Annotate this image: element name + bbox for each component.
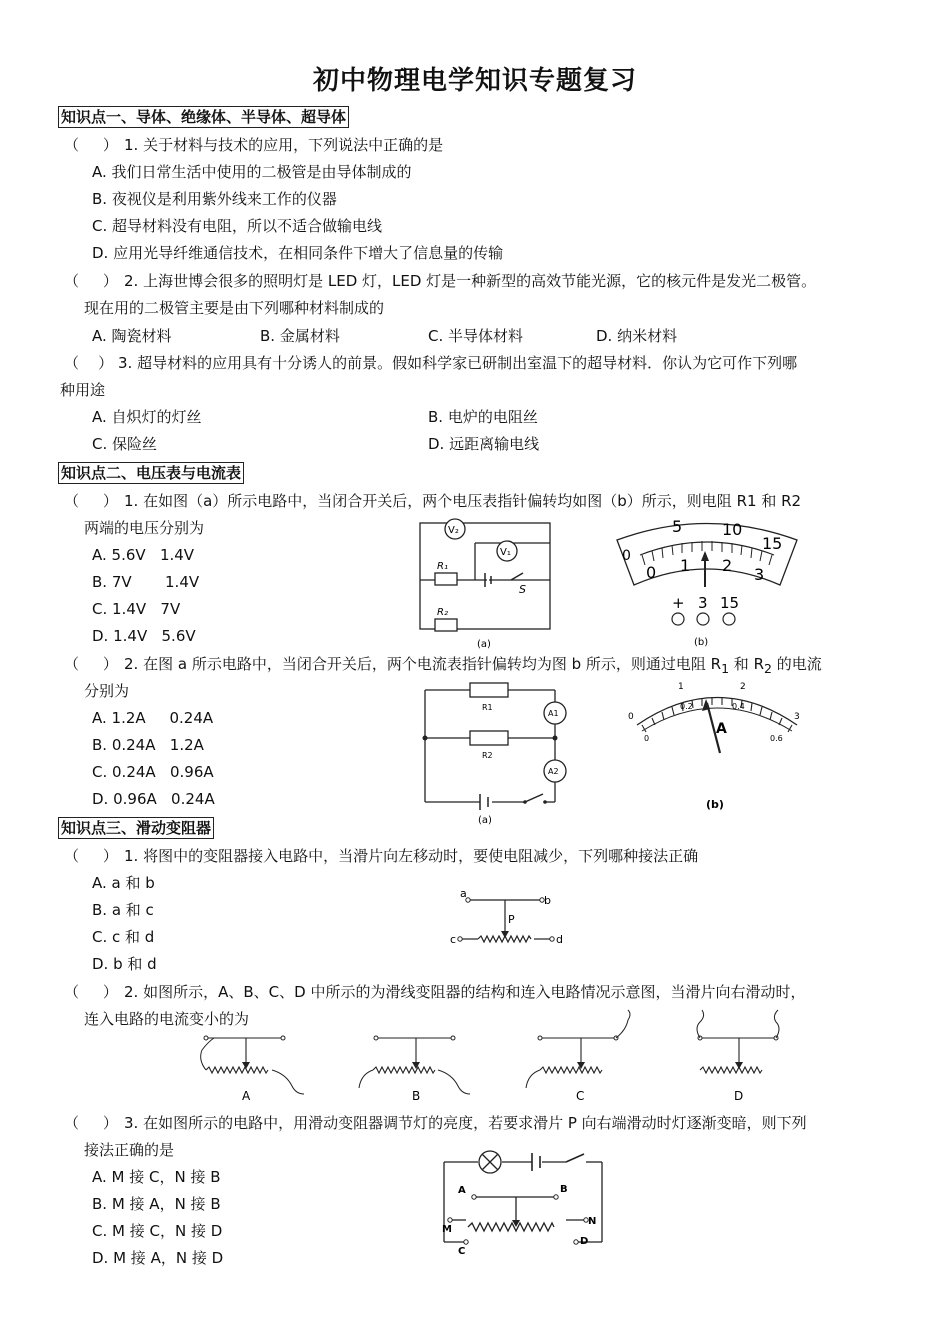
ammeter-circuit-figure <box>420 680 580 825</box>
question-stem: 将图中的变阻器接入电路中，当滑片向左移动时，要使电阻减少，下列哪种接法正确 <box>143 847 699 865</box>
terminal-d: d <box>556 933 563 946</box>
question-stem: 如图所示，A、B、C、D 中所示的为滑线变阻器的结构和连入电路情况示意图，当滑片向右滑动时， <box>143 983 806 1001</box>
question-stem: 超导材料的应用具有十分诱人的前景。假如科学家已研制出室温下的超导材料．你认为它可作下列哪 <box>137 354 798 372</box>
section-heading-2: 知识点二、电压表与电流表 <box>58 462 244 484</box>
figure-caption: (a) <box>477 639 491 650</box>
r1-label: R1 <box>482 703 493 712</box>
terminal-c: c <box>450 933 457 946</box>
label-c: C <box>576 1089 585 1103</box>
dial-bottom-scale: 0 <box>644 734 650 743</box>
question-1-3 <box>64 352 797 374</box>
dial-bottom-scale: 0 <box>646 563 657 582</box>
paren-open: （ <box>64 1114 80 1132</box>
dial-top-scale: 10 <box>722 520 743 539</box>
rheostat-figure <box>448 885 573 950</box>
paren-close: ） <box>102 983 118 1001</box>
option: B. 金属材料 <box>260 327 340 345</box>
question-stem-cont: 连入电路的电流变小的为 <box>84 1010 250 1028</box>
switch-label: S <box>519 583 526 596</box>
option: A. 我们日常生活中使用的二极管是由导体制成的 <box>92 163 412 181</box>
a1-label: A1 <box>548 709 559 718</box>
option: A. 自炽灯的灯丝 <box>92 408 202 426</box>
paren-open: （ <box>64 272 80 290</box>
terminal-c: C <box>458 1246 466 1257</box>
dial-bottom-scale: 3 <box>754 565 765 584</box>
option: B. M 接 A，N 接 B <box>92 1195 221 1213</box>
question-2-1 <box>64 490 801 512</box>
dial-unit: A <box>716 721 727 737</box>
rheostat-b <box>359 1036 470 1103</box>
question-1-1 <box>64 134 443 156</box>
terminal-label: 15 <box>720 594 740 612</box>
question-stem-cont: 种用途 <box>60 381 106 399</box>
question-number: 1. <box>124 847 139 865</box>
r2-label: R2 <box>482 751 493 760</box>
option: B. 夜视仪是利用紫外线来工作的仪器 <box>92 190 337 208</box>
option: B. 电炉的电阻丝 <box>428 408 538 426</box>
option: D. 应用光导纤维通信技术，在相同条件下增大了信息量的传输 <box>92 244 504 262</box>
page-title: 初中物理电学知识专题复习 <box>312 66 637 96</box>
paren-close: ） <box>102 136 118 154</box>
dial-bottom-scale: 0.2 <box>680 702 693 711</box>
voltmeter-circuit-figure <box>415 515 555 650</box>
option: C. M 接 C，N 接 D <box>92 1222 223 1240</box>
voltmeter-dial-figure <box>612 515 802 650</box>
paren-open: （ <box>64 983 80 1001</box>
option: A. 陶瓷材料 <box>92 327 172 345</box>
option: D. 纳米材料 <box>596 327 678 345</box>
paren-open: （ <box>64 354 80 372</box>
label-b: B <box>412 1089 421 1103</box>
question-stem-cont: 分别为 <box>84 682 130 700</box>
question-stem: 在如图（a）所示电路中，当闭合开关后，两个电压表指针偏转均如图（b）所示，则电阻 R1 和 R2 <box>143 492 802 510</box>
question-number: 2. <box>124 983 139 1001</box>
paren-close: ） <box>102 272 118 290</box>
label-a: A <box>242 1089 251 1103</box>
paren-close: ） <box>102 655 118 673</box>
dial-bottom-scale: 2 <box>722 556 733 575</box>
option: B. 7V 1.4V <box>92 573 200 591</box>
question-3-2 <box>64 981 805 1003</box>
r2-label: R₂ <box>437 607 448 618</box>
paren-open: （ <box>64 492 80 510</box>
slider-p: P <box>508 913 515 926</box>
terminal-label: 3 <box>698 594 708 612</box>
question-number: 3. <box>124 1114 139 1132</box>
paren-open: （ <box>64 136 80 154</box>
v1-label: V₁ <box>500 547 511 558</box>
question-stem: 在图 a 所示电路中，当闭合开关后，两个电流表指针偏转均为图 b 所示，则通过电阻 $R_1$ 和 $R_2$ 的电流 <box>143 655 822 676</box>
figure-caption: (b) <box>706 798 724 811</box>
paren-close: ） <box>102 492 118 510</box>
a2-label: A2 <box>548 767 559 776</box>
option: D. b 和 d <box>92 955 157 973</box>
option: B. a 和 c <box>92 901 154 919</box>
paren-open: （ <box>64 655 80 673</box>
question-stem: 在如图所示的电路中，用滑动变阻器调节灯的亮度，若要求滑片 P 向右端滑动时灯逐渐变暗，则下列 <box>143 1114 807 1132</box>
ammeter-dial-figure <box>622 675 812 820</box>
question-number: 1. <box>124 136 139 154</box>
option: A. 1.2A 0.24A <box>92 709 214 727</box>
question-number: 1. <box>124 492 139 510</box>
question-3-3 <box>64 1112 807 1134</box>
terminal-b: B <box>560 1184 568 1195</box>
question-stem: 上海世博会很多的照明灯是 LED 灯，LED 灯是一种新型的高效节能光源，它的核元件是发光二极管。 <box>143 272 817 290</box>
option: D. 1.4V 5.6V <box>92 627 196 645</box>
terminal-m: M <box>442 1224 452 1235</box>
lamp-circuit-figure <box>436 1142 611 1257</box>
figure-caption: (b) <box>694 637 709 648</box>
section-heading-3: 知识点三、滑动变阻器 <box>58 817 214 839</box>
terminal-a: a <box>460 887 467 900</box>
option: C. 超导材料没有电阻，所以不适合做输电线 <box>92 217 383 235</box>
paren-close: ） <box>98 354 114 372</box>
rheostat-d <box>697 1010 779 1103</box>
rheostat-set-figure <box>188 1008 798 1108</box>
terminal-label: + <box>672 594 685 612</box>
question-1-2 <box>64 270 816 292</box>
question-stem-cont: 接法正确的是 <box>84 1141 175 1159</box>
figure-caption: (a) <box>478 815 492 825</box>
dial-top-scale: 2 <box>740 682 746 692</box>
dial-bottom-scale: 0.6 <box>770 734 783 743</box>
option: D. M 接 A，N 接 D <box>92 1249 224 1267</box>
option: A. 5.6V 1.4V <box>92 546 195 564</box>
question-3-1 <box>64 845 698 867</box>
paren-close: ） <box>102 847 118 865</box>
r1-label: R₁ <box>437 561 448 572</box>
section-heading-1: 知识点一、导体、绝缘体、半导体、超导体 <box>58 106 349 128</box>
dial-bottom-scale: 0.4 <box>732 702 745 711</box>
terminal-d: D <box>580 1236 589 1247</box>
dial-top-scale: 0 <box>622 548 631 564</box>
question-stem-cont: 两端的电压分别为 <box>84 519 205 537</box>
option: C. c 和 d <box>92 928 155 946</box>
option: C. 半导体材料 <box>428 327 524 345</box>
dial-top-scale: 0 <box>628 712 634 722</box>
dial-top-scale: 5 <box>672 517 683 536</box>
question-stem: 关于材料与技术的应用，下列说法中正确的是 <box>143 136 444 154</box>
terminal-n: N <box>588 1216 597 1227</box>
rheostat-a <box>201 1036 304 1103</box>
question-number: 2. <box>124 272 139 290</box>
question-number: 2. <box>124 655 139 673</box>
dial-top-scale: 3 <box>794 712 800 722</box>
terminal-a: A <box>458 1185 466 1196</box>
option: B. 0.24A 1.2A <box>92 736 204 754</box>
dial-top-scale: 15 <box>762 534 783 553</box>
option: C. 0.24A 0.96A <box>92 763 214 781</box>
option: C. 1.4V 7V <box>92 600 181 618</box>
option: D. 0.96A 0.24A <box>92 790 215 808</box>
paren-open: （ <box>64 847 80 865</box>
option: C. 保险丝 <box>92 435 158 453</box>
dial-top-scale: 1 <box>678 682 684 692</box>
label-d: D <box>734 1089 744 1103</box>
question-number: 3. <box>118 354 133 372</box>
option: A. M 接 C，N 接 B <box>92 1168 221 1186</box>
paren-close: ） <box>102 1114 118 1132</box>
option: D. 远距离输电线 <box>428 435 540 453</box>
option: A. a 和 b <box>92 874 155 892</box>
dial-bottom-scale: 1 <box>680 556 691 575</box>
terminal-b: b <box>544 894 551 907</box>
question-stem-cont: 现在用的二极管主要是由下列哪种材料制成的 <box>84 299 385 317</box>
rheostat-c <box>526 1010 630 1103</box>
v2-label: V₂ <box>448 525 459 536</box>
